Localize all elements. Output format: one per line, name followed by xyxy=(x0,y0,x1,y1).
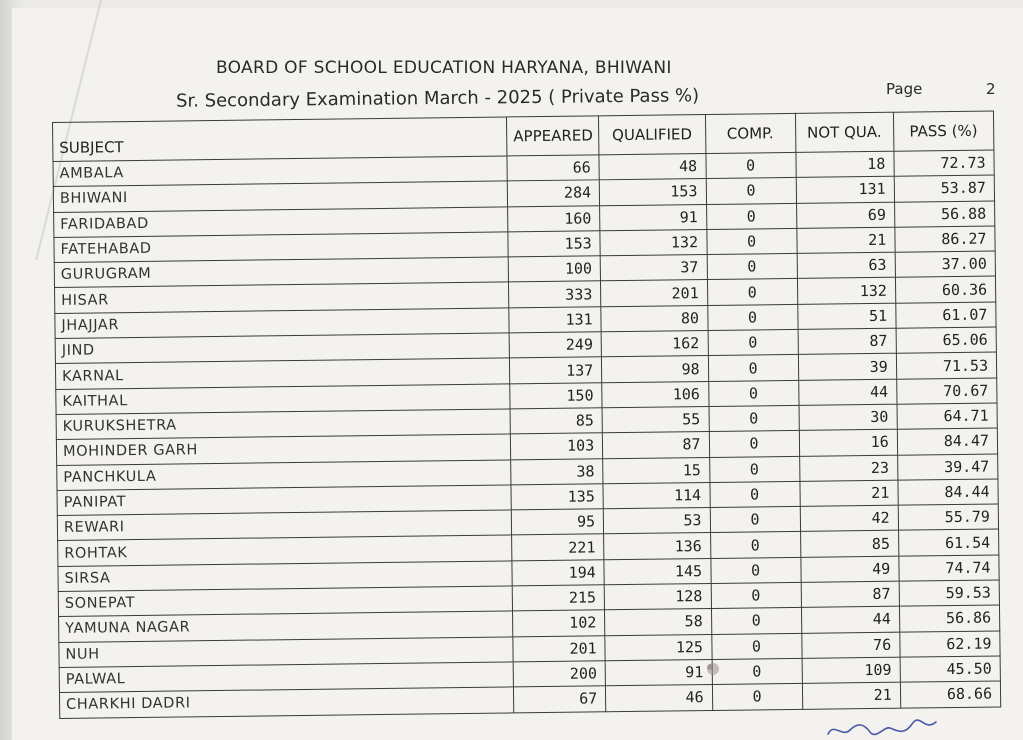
cell-subject: YAMUNA NAGAR xyxy=(59,611,513,642)
cell-appeared: 215 xyxy=(512,585,604,611)
cell-subject: PANCHKULA xyxy=(57,459,511,490)
cell-comp: 0 xyxy=(707,279,797,305)
cell-comp: 0 xyxy=(706,228,796,254)
cell-appeared: 150 xyxy=(510,382,602,408)
cell-appeared: 67 xyxy=(514,686,606,712)
cell-subject: HISAR xyxy=(55,282,509,313)
cell-subject: JHAJJAR xyxy=(55,308,509,339)
cell-qualified: 53 xyxy=(603,508,710,535)
cell-pass-percent: 84.47 xyxy=(897,428,998,455)
cell-subject: KURUKSHETRA xyxy=(56,409,510,440)
cell-subject: REWARI xyxy=(57,510,511,541)
cell-subject: BHIWANI xyxy=(53,181,507,212)
cell-comp: 0 xyxy=(709,405,799,431)
cell-qualified: 80 xyxy=(601,305,708,332)
cell-qualified: 145 xyxy=(604,558,711,585)
cell-not-qualified: 87 xyxy=(801,581,899,607)
cell-qualified: 106 xyxy=(602,381,709,408)
column-header-qualified: QUALIFIED xyxy=(599,115,706,155)
cell-qualified: 114 xyxy=(603,482,710,509)
cell-pass-percent: 56.86 xyxy=(899,605,1000,632)
cell-pass-percent: 64.71 xyxy=(897,403,998,430)
cell-qualified: 46 xyxy=(606,685,713,712)
results-table xyxy=(52,110,1001,718)
cell-appeared: 194 xyxy=(512,560,604,586)
cell-comp: 0 xyxy=(712,658,802,684)
cell-qualified: 55 xyxy=(602,406,709,433)
cell-qualified: 91 xyxy=(600,204,707,231)
cell-subject: FATEHABAD xyxy=(54,232,508,263)
cell-pass-percent: 59.53 xyxy=(899,580,1000,607)
cell-pass-percent: 72.73 xyxy=(894,150,995,177)
cell-appeared: 200 xyxy=(513,661,605,687)
cell-pass-percent: 65.06 xyxy=(896,327,997,354)
cell-qualified: 128 xyxy=(604,584,711,611)
cell-pass-percent: 45.50 xyxy=(900,656,1001,683)
cell-not-qualified: 44 xyxy=(798,379,896,405)
cell-appeared: 38 xyxy=(511,458,603,484)
cell-pass-percent: 60.36 xyxy=(895,276,996,303)
cell-comp: 0 xyxy=(709,456,799,482)
cell-not-qualified: 85 xyxy=(800,531,898,557)
cell-comp: 0 xyxy=(708,329,798,355)
cell-not-qualified: 87 xyxy=(798,328,896,354)
cell-pass-percent: 53.87 xyxy=(894,175,995,202)
cell-comp: 0 xyxy=(709,481,799,507)
cell-comp: 0 xyxy=(710,532,800,558)
cell-appeared: 249 xyxy=(509,332,601,358)
cell-qualified: 91 xyxy=(605,659,712,686)
cell-not-qualified: 131 xyxy=(796,177,894,203)
cell-appeared: 137 xyxy=(510,357,602,383)
cell-pass-percent: 71.53 xyxy=(896,352,997,379)
cell-not-qualified: 39 xyxy=(798,354,896,380)
cell-qualified: 162 xyxy=(601,331,708,358)
cell-appeared: 100 xyxy=(508,256,600,282)
cell-appeared: 95 xyxy=(511,509,603,535)
ink-smudge xyxy=(704,660,722,678)
cell-subject: PANIPAT xyxy=(57,485,511,516)
document-title: BOARD OF SCHOOL EDUCATION HARYANA, BHIWANI xyxy=(216,58,672,78)
page-label: Page xyxy=(886,80,923,98)
cell-comp: 0 xyxy=(711,608,801,634)
cell-pass-percent: 74.74 xyxy=(899,555,1000,582)
cell-qualified: 87 xyxy=(603,432,710,459)
cell-pass-percent: 56.88 xyxy=(894,201,995,228)
cell-not-qualified: 30 xyxy=(799,404,897,430)
cell-subject: KAITHAL xyxy=(56,384,510,415)
cell-pass-percent: 86.27 xyxy=(895,226,996,253)
cell-qualified: 136 xyxy=(604,533,711,560)
cell-not-qualified: 21 xyxy=(796,227,894,253)
cell-subject: FARIDABAD xyxy=(54,207,508,238)
cell-subject: CHARKHI DADRI xyxy=(59,687,513,718)
cell-subject: ROHTAK xyxy=(58,535,512,566)
cell-comp: 0 xyxy=(706,203,796,229)
cell-appeared: 221 xyxy=(512,534,604,560)
cell-subject: SONEPAT xyxy=(58,586,512,617)
cell-not-qualified: 63 xyxy=(797,252,895,278)
cell-subject: GURUGRAM xyxy=(54,257,508,288)
cell-not-qualified: 109 xyxy=(802,657,900,683)
cell-subject: AMBALA xyxy=(53,156,507,187)
cell-appeared: 160 xyxy=(508,205,600,231)
cell-not-qualified: 49 xyxy=(800,556,898,582)
document-subtitle: Sr. Secondary Examination March - 2025 ( Private Pass %) xyxy=(175,85,700,112)
cell-appeared: 333 xyxy=(509,281,601,307)
cell-qualified: 201 xyxy=(601,280,708,307)
cell-comp: 0 xyxy=(708,355,798,381)
cell-appeared: 153 xyxy=(508,231,600,257)
cell-qualified: 15 xyxy=(603,457,710,484)
cell-qualified: 48 xyxy=(599,154,706,181)
cell-pass-percent: 55.79 xyxy=(898,504,999,531)
column-header-comp: COMP. xyxy=(705,113,795,153)
cell-not-qualified: 21 xyxy=(799,480,897,506)
cell-comp: 0 xyxy=(707,254,797,280)
cell-appeared: 135 xyxy=(511,484,603,510)
column-header-not-qualified: NOT QUA. xyxy=(795,112,894,152)
cell-appeared: 201 xyxy=(513,635,605,661)
cell-not-qualified: 18 xyxy=(795,151,893,177)
page-number: 2 xyxy=(986,80,996,98)
cell-subject: PALWAL xyxy=(59,662,513,693)
handwritten-note xyxy=(824,716,944,740)
cell-qualified: 98 xyxy=(602,356,709,383)
cell-comp: 0 xyxy=(705,152,795,178)
cell-subject: JIND xyxy=(55,333,509,364)
cell-qualified: 153 xyxy=(599,179,706,206)
cell-subject: MOHINDER GARH xyxy=(56,434,510,465)
cell-not-qualified: 76 xyxy=(801,632,899,658)
cell-not-qualified: 16 xyxy=(799,429,897,455)
cell-qualified: 58 xyxy=(605,609,712,636)
cell-pass-percent: 61.54 xyxy=(898,529,999,556)
cell-comp: 0 xyxy=(708,380,798,406)
cell-appeared: 66 xyxy=(507,155,599,181)
cell-comp: 0 xyxy=(709,431,799,457)
cell-comp: 0 xyxy=(711,582,801,608)
column-header-appeared: APPEARED xyxy=(507,116,600,156)
cell-appeared: 131 xyxy=(509,307,601,333)
cell-not-qualified: 44 xyxy=(801,607,899,633)
cell-not-qualified: 23 xyxy=(799,455,897,481)
cell-comp: 0 xyxy=(707,304,797,330)
cell-comp: 0 xyxy=(710,557,800,583)
cell-not-qualified: 42 xyxy=(800,505,898,531)
cell-qualified: 37 xyxy=(600,255,707,282)
cell-subject: KARNAL xyxy=(55,358,509,389)
cell-pass-percent: 70.67 xyxy=(896,378,997,405)
cell-not-qualified: 21 xyxy=(802,682,900,708)
column-header-pass-percent: PASS (%) xyxy=(893,111,994,151)
cell-appeared: 103 xyxy=(510,433,602,459)
cell-not-qualified: 132 xyxy=(797,278,895,304)
results-table-wrapper xyxy=(52,110,1001,718)
cell-pass-percent: 84.44 xyxy=(898,479,999,506)
cell-subject: SIRSA xyxy=(58,561,512,592)
cell-qualified: 132 xyxy=(600,229,707,256)
cell-subject: NUH xyxy=(59,637,513,668)
cell-pass-percent: 37.00 xyxy=(895,251,996,278)
cell-appeared: 102 xyxy=(513,610,605,636)
cell-qualified: 125 xyxy=(605,634,712,661)
cell-comp: 0 xyxy=(711,633,801,659)
cell-comp: 0 xyxy=(706,178,796,204)
cell-pass-percent: 68.66 xyxy=(900,681,1001,708)
cell-appeared: 284 xyxy=(507,180,599,206)
cell-pass-percent: 62.19 xyxy=(900,631,1001,658)
cell-comp: 0 xyxy=(712,684,802,710)
cell-not-qualified: 69 xyxy=(796,202,894,228)
cell-comp: 0 xyxy=(710,507,800,533)
cell-pass-percent: 39.47 xyxy=(897,454,998,481)
cell-pass-percent: 61.07 xyxy=(895,302,996,329)
column-header-subject: SUBJECT xyxy=(53,117,508,162)
cell-appeared: 85 xyxy=(510,408,602,434)
cell-not-qualified: 51 xyxy=(797,303,895,329)
